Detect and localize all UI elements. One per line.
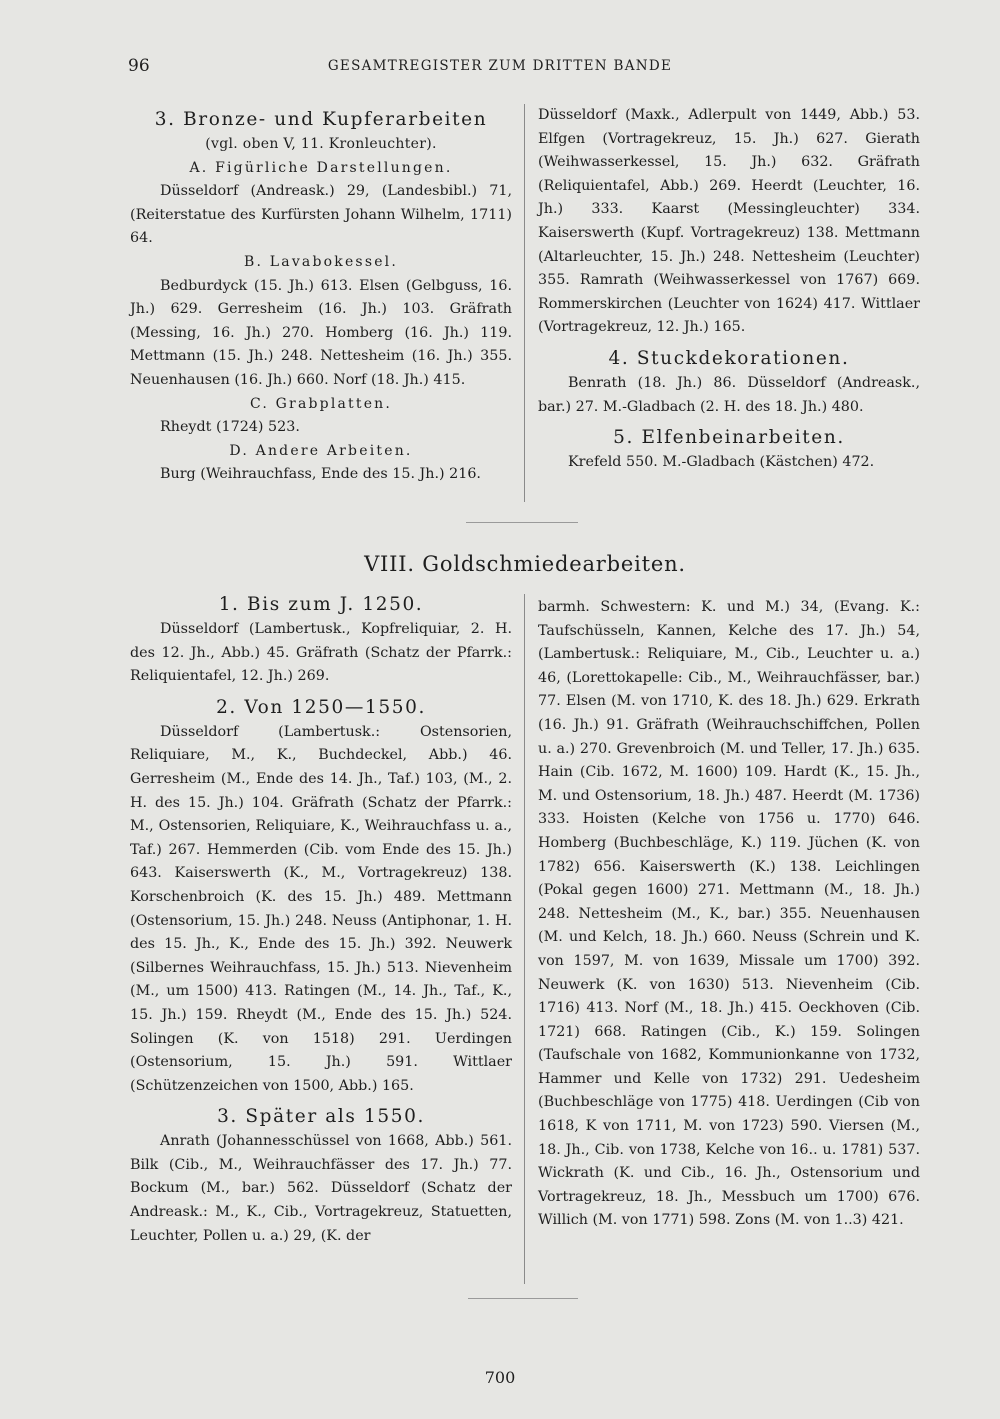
entry-paragraph: Burg (Weihrauchfass, Ende des 15. Jh.) 216. bbox=[160, 466, 481, 483]
section-heading-bronze: 3. Bronze- und Kupferarbeiten bbox=[154, 109, 488, 130]
subheading-grave-plates: C. Grabplatten. bbox=[249, 395, 393, 412]
section-heading-1250-1550: 2. Von 1250—1550. bbox=[216, 696, 426, 718]
running-head bbox=[128, 56, 872, 80]
subheading-other-works: D. Andere Arbeiten. bbox=[229, 442, 413, 459]
page-number: 96 bbox=[128, 56, 150, 76]
entry-paragraph: Benrath (18. Jh.) 86. Düsseldorf (Andreask., bar.) 27. M.-Gladbach (2. H. des 18. Jh.) 480. bbox=[538, 374, 920, 415]
subheading-figural: A. Figürliche Darstellungen. bbox=[189, 159, 453, 176]
chapter-title: VIII. Goldschmiedearbeiten. bbox=[364, 552, 686, 576]
column-top-left bbox=[130, 107, 512, 487]
column-bottom-right bbox=[538, 596, 920, 1233]
end-divider bbox=[468, 1298, 578, 1299]
header-title: GESAMTREGISTER ZUM DRITTEN BANDE bbox=[327, 58, 673, 74]
entry-paragraph: Düsseldorf (Maxk., Adlerpult von 1449, Abb.) 53. Elfgen (Vortragekreuz, 15. Jh.) 627. Gierath (Weihwasserkessel, 15. Jh.) 632. Gräfrath (Reliquientafel, Abb.) 269. Heerdt (Leuchter, 16. Jh.) 333. Kaarst (Messingleuchter) 334. Kaiserswerth (Kupf. Vortragekreuz) 138. Mettmann (Altarleuchter, 15. Jh.) 248. Nettesheim (Leuchter) 355. Ramrath (Weihwasserkessel von 1767) 669. Rommerskirchen (Leuchter von 1624) 417. Wittlaer (Vortragekreuz, 12. Jh.) 165. bbox=[538, 107, 920, 336]
column-divider bbox=[524, 104, 525, 502]
section-heading-until-1250: 1. Bis zum J. 1250. bbox=[218, 594, 424, 615]
section-divider bbox=[466, 522, 578, 523]
section-heading-stucco: 4. Stuckdekorationen. bbox=[608, 347, 850, 369]
section-heading-after-1550: 3. Später als 1550. bbox=[217, 1106, 425, 1128]
subheading-lavabo: B. Lavabokessel. bbox=[243, 253, 399, 270]
entry-paragraph: Anrath (Johannesschüssel von 1668, Abb.) 561. Bilk (Cib., M., Weihrauchfässer des 17. Jh.) 77. Bockum (M., bar.) 562. Düsseldorf (Schatz der Andreask.: M., K., Cib., Vortragekreuz, Statuetten, Leuchter, Pollen u. a.) 29, (K. der bbox=[130, 1133, 512, 1244]
sheet-signature: 700 bbox=[484, 1368, 516, 1387]
entry-paragraph: Krefeld 550. M.-Gladbach (Kästchen) 472. bbox=[568, 454, 875, 471]
entry-paragraph: Düsseldorf (Lambertusk., Kopfreliquiar, 2. H. des 12. Jh., Abb.) 45. Gräfrath (Schatz der Pfarrk.: Reliquientafel, 12. Jh.) 269. bbox=[130, 621, 512, 685]
entry-paragraph: Bedburdyck (15. Jh.) 613. Elsen (Gelbguss, 16. Jh.) 629. Gerresheim (16. Jh.) 103. Gräfrath (Messing, 16. Jh.) 270. Homberg (16. Jh.) 119. Mettmann (15. Jh.) 248. Nettesheim (16. Jh.) 355. Neuenhausen (16. Jh.) 660. Norf (18. Jh.) 415. bbox=[130, 277, 512, 388]
column-divider bbox=[524, 594, 525, 1284]
entry-paragraph: Düsseldorf (Andreask.) 29, (Landesbibl.) 71, (Reiterstatue des Kurfürsten Johann Wilhelm, 1711) 64. bbox=[130, 183, 512, 247]
section-note: (vgl. oben V, 11. Kronleuchter). bbox=[205, 136, 437, 152]
section-heading-ivory: 5. Elfenbeinarbeiten. bbox=[613, 427, 845, 449]
column-top-right bbox=[538, 104, 920, 475]
column-bottom-left bbox=[130, 592, 512, 1248]
entry-paragraph: barmh. Schwestern: K. und M.) 34, (Evang. K.: Taufschüsseln, Kannen, Kelche des 17. Jh.) 54, (Lambertusk.: Reliquiare, M., Cib., Leuchter u. a.) 46, (Lorettokapelle: Cib., M., Weihrauchfässer, bar.) 77. Elsen (M. von 1710, K. des 18. Jh.) 629. Erkrath (16. Jh.) 91. Gräfrath (Weihrauchschiffchen, Pollen u. a.) 270. Grevenbroich (M. und Teller, 17. Jh.) 635. Hain (Cib. 1672, M. 1600) 109. Hardt (K., 15. Jh., M. und Ostensorium, 18. Jh.) 487. Heerdt (M. 1736) 333. Hoisten (Kelche von 1756 u. 1770) 646. Homberg (Buchbeschläge, K.) 119. Jüchen (K. von 1782) 656. Kaiserswerth (K.) 138. Leichlingen (Pokal gegen 1600) 271. Mettmann (M., 18. Jh.) 248. Nettesheim (M., K., bar.) 355. Neuenhausen (M. und Kelch, 18. Jh.) 660. Neuss (Schrein und K. von 1597, M. von 1639, Missale um 1700) 392. Neuwerk (K. von 1630) 513. Nievenheim (Cib. 1716) 413. Norf (M., 18. Jh.) 415. Oeckhoven (Cib. 1721) 668. Ratingen (Cib., K.) 159. Solingen (Taufschale von 1682, Kommunionkanne von 1732, Hammer und Kelle von 1732) 291. Uedesheim (Buchbeschläge von 1775) 418. Uerdingen (Cib von 1618, K von 1711, M. von 1723) 590. Viersen (M., 18. Jh., Cib. von 1738, Kelche von 16.. u. 1781) 537. Wickrath (K. und Cib., 16. Jh., Ostensorium und Vortragekreuz, 18. Jh., Messbuch um 1700) 676. Willich (M. von 1771) 598. Zons (M. von 1..3) 421. bbox=[538, 599, 920, 1229]
entry-paragraph: Düsseldorf (Lambertusk.: Ostensorien, Reliquiare, M., K., Buchdeckel, Abb.) 46. Gerresheim (M., Ende des 14. Jh., Taf.) 103, (M., 2. H. des 15. Jh.) 104. Gräfrath (Schatz der Pfarrk.: M., Ostensorien, Reliquiare, K., Weihrauchfass u. a., Taf.) 267. Hemmerden (Cib. vom Ende des 15. Jh.) 643. Kaiserswerth (K., M., Vortragekreuz) 138. Korschenbroich (K. des 15. Jh.) 489. Mettmann (Ostensorium, 15. Jh.) 248. Neuss (Antiphonar, 1. H. des 15. Jh., K., Ende des 15. Jh.) 392. Neuwerk (Silbernes Weihrauchfass, 15. Jh.) 513. Nievenheim (M., um 1500) 413. Ratingen (M., 14. Jh., Taf., K., 15. Jh.) 159. Rheydt (M., Ende des 15. Jh.) 524. Solingen (K. von 1518) 291. Uerdingen (Ostensorium, 15. Jh.) 591. Wittlaer (Schützenzeichen von 1500, Abb.) 165. bbox=[130, 723, 512, 1094]
entry-paragraph: Rheydt (1724) 523. bbox=[160, 419, 300, 436]
